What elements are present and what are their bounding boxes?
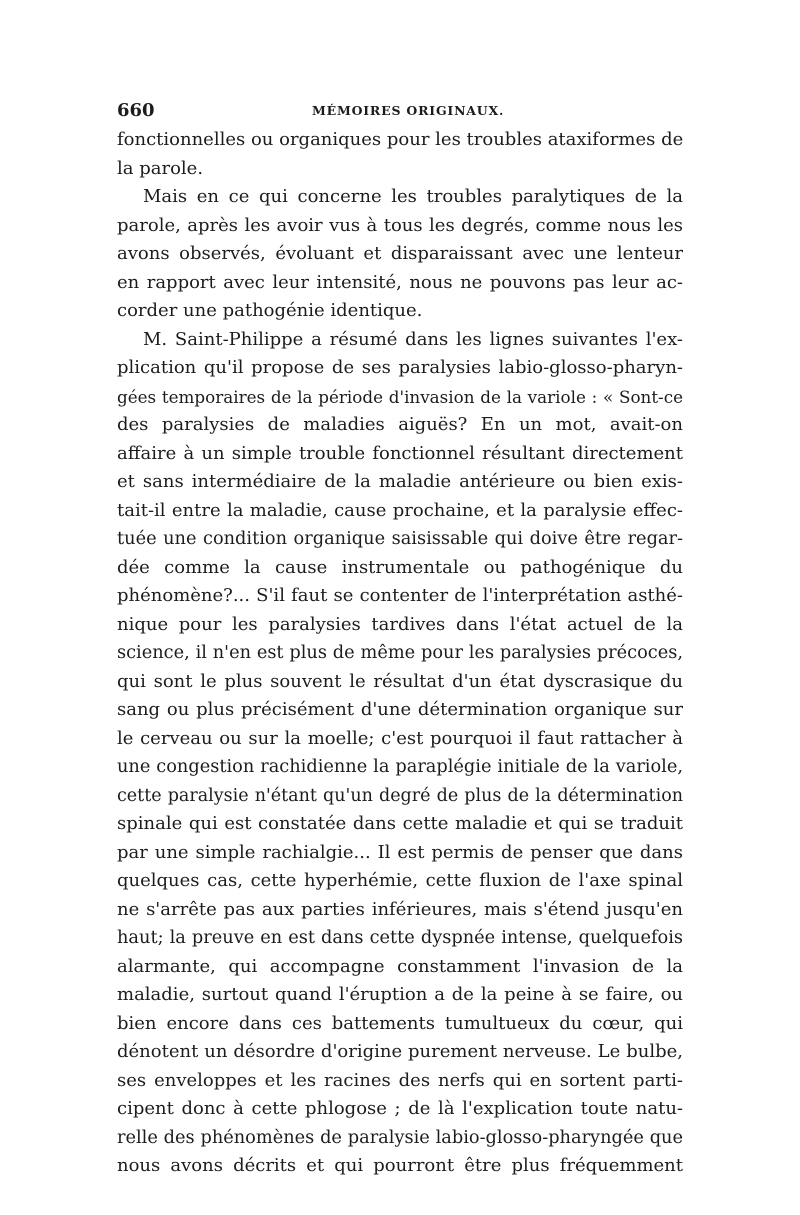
text-line: en rapport avec leur intensité, nous ne pouvons pas leur ac- (117, 271, 683, 293)
body-text (117, 126, 683, 1181)
text-line: bien encore dans ces battements tumultueux du cœur, qui (117, 1012, 683, 1034)
text-line: nique pour les paralysies tardives dans l'état actuel de la (117, 613, 683, 635)
text-line: corder une pathogénie identique. (117, 300, 423, 321)
text-line: ne s'arrête pas aux parties inférieures, mais s'étend jusqu'en (117, 898, 683, 920)
text-line: nous avons décrits et qui pourront être plus fréquemment (117, 1155, 683, 1176)
text-line: qui sont le plus souvent le résultat d'un état dyscrasique du (117, 670, 683, 692)
text-line: quelques cas, cette hyperhémie, cette fluxion de l'axe spinal (117, 870, 683, 891)
text-line: maladie, surtout quand l'éruption a de la peine à se faire, ou (117, 984, 683, 1005)
text-line: tuée une condition organique saisissable qui doive être regar- (117, 529, 683, 549)
text-line: Mais en ce qui concerne les troubles paralytiques de la (143, 186, 683, 207)
text-line: tait-il entre la maladie, cause prochaine, et la paralysie effec- (117, 499, 683, 521)
text-line: M. Saint-Philippe a résumé dans les lignes suivantes l'ex- (143, 328, 683, 350)
text-line: alarmante, qui accompagne constamment l'invasion de la (117, 955, 683, 977)
text-line: par une simple rachialgie... Il est permis de penser que dans (117, 841, 683, 863)
text-line: fonctionnelles ou organiques pour les troubles ataxiformes de (117, 129, 684, 150)
text-line: dénotent un désordre d'origine purement nerveuse. Le bulbe, (117, 1041, 683, 1062)
text-line: sang ou plus précisément d'une détermination organique sur (117, 699, 683, 720)
text-line: haut; la preuve en est dans cette dyspnée intense, quelquefois (117, 928, 683, 948)
text-line: plication qu'il propose de ses paralysies labio-glosso-pharyn- (117, 357, 683, 378)
text-line: spinale qui est constatée dans cette maladie et qui se traduit (117, 813, 683, 834)
running-title: MÉMOIRES ORIGINAUX. (312, 103, 505, 118)
text-line: et sans intermédiaire de la maladie antérieure ou bien exis- (117, 471, 683, 492)
text-line: affaire à un simple trouble fonctionnel résultant directement (117, 442, 683, 464)
running-head (117, 100, 682, 124)
text-line: phénomène?... S'il faut se contenter de l'interprétation asthé- (117, 585, 683, 606)
text-line: la parole. (117, 157, 204, 179)
text-line: gées temporaires de la période d'invasion de la variole : « Sont-ce (117, 386, 683, 407)
page-number: 660 (117, 100, 155, 121)
text-line: cette paralysie n'étant qu'un degré de plus de la détermination (117, 785, 683, 806)
text-line: parole, après les avoir vus à tous les degrés, comme nous les (117, 214, 683, 236)
text-line: le cerveau ou sur la moelle; c'est pourquoi il faut rattacher à (117, 727, 683, 749)
text-line: dée comme la cause instrumentale ou pathogénique du (117, 556, 683, 578)
text-line: cipent donc à cette phlogose ; de là l'explication toute natu- (117, 1098, 683, 1119)
text-line: science, il n'en est plus de même pour les paralysies précoces, (117, 643, 683, 663)
text-line: ses enveloppes et les racines des nerfs qui en sortent parti- (117, 1069, 683, 1091)
text-line: relle des phénomènes de paralysie labio-glosso-pharyngée que (117, 1127, 683, 1148)
text-line: une congestion rachidienne la paraplégie initiale de la variole, (117, 757, 683, 777)
text-line: avons observés, évoluant et disparaissant avec une lenteur (117, 243, 683, 264)
text-line: des paralysies de maladies aiguës? En un mot, avait-on (117, 414, 683, 435)
